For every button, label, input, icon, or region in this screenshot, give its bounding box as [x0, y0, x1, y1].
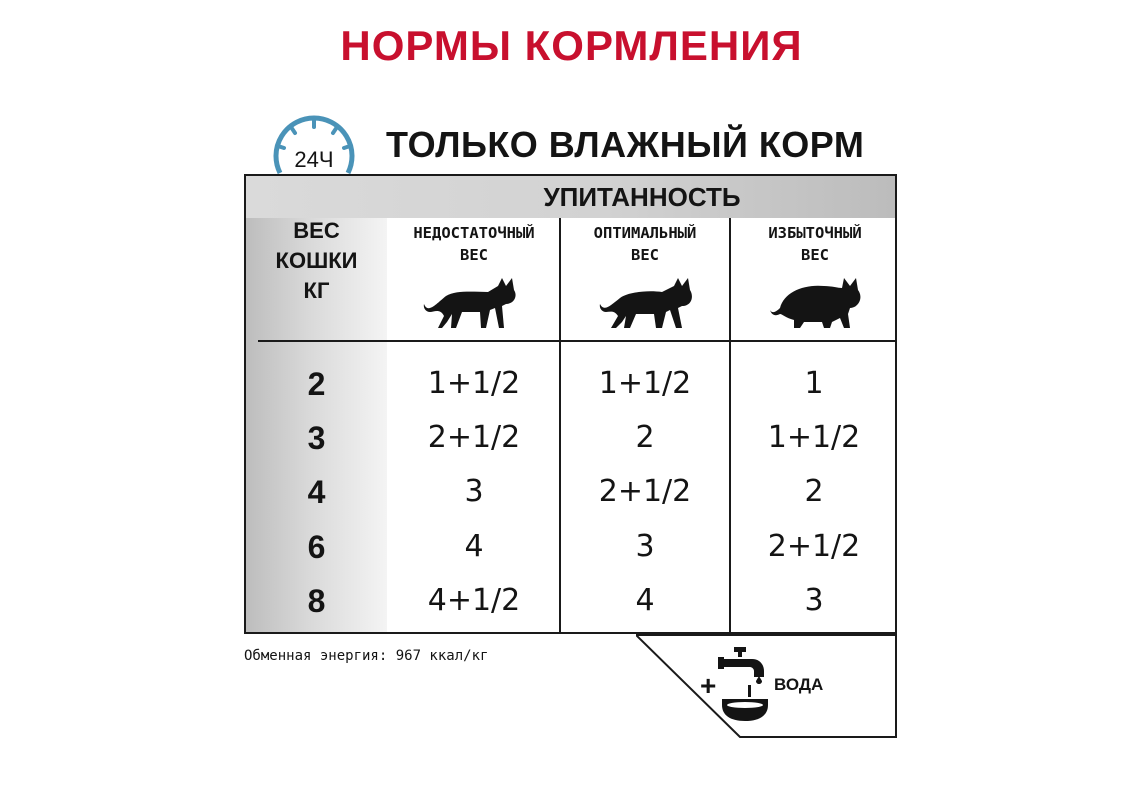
weight-cell: 8 — [307, 583, 326, 619]
portion-cell: 4+1/2 — [427, 583, 521, 618]
weight-header-line: ВЕС — [293, 218, 340, 243]
weight-header-line: КОШКИ — [275, 248, 358, 273]
water-tap-bowl-icon — [716, 645, 772, 723]
energy-note: Обменная энергия: 967 ккал/кг — [244, 648, 489, 664]
group-header: УПИТАННОСТЬ — [543, 182, 741, 212]
portion-cell: 2+1/2 — [598, 474, 692, 509]
weight-cell: 3 — [307, 420, 326, 456]
portion-cell: 3 — [635, 529, 655, 564]
section-subtitle: ТОЛЬКО ВЛАЖНЫЙ КОРМ — [386, 124, 865, 165]
column-header-line: НЕДОСТАТОЧНЫЙ — [413, 224, 535, 242]
weight-header-line: КГ — [303, 278, 330, 303]
feeding-table — [244, 174, 897, 634]
clock-24h-icon — [266, 113, 362, 183]
portion-cell: 1+1/2 — [598, 366, 692, 401]
portion-cell: 2 — [635, 420, 655, 455]
column-header-line: ВЕС — [631, 246, 659, 264]
portion-cell: 3 — [804, 583, 824, 618]
clock-badge-text: 24Ч — [294, 147, 334, 172]
weight-cell: 4 — [307, 474, 326, 510]
weight-cell: 2 — [307, 366, 326, 402]
column-header-overweight — [731, 222, 897, 266]
water-label: ВОДА — [774, 675, 824, 694]
column-header-line: ВЕС — [801, 246, 829, 264]
portion-cell: 2+1/2 — [427, 420, 521, 455]
portion-cell: 3 — [464, 474, 484, 509]
portion-cell: 1+1/2 — [427, 366, 521, 401]
fat-cat-icon — [766, 274, 866, 334]
column-header-underweight — [389, 222, 559, 266]
portion-cell: 1 — [804, 366, 824, 401]
page-title: НОРМЫ КОРМЛЕНИЯ — [340, 22, 803, 69]
column-header-line: ВЕС — [460, 246, 488, 264]
portion-cell: 4 — [635, 583, 655, 618]
portion-cell: 4 — [464, 529, 484, 564]
portion-cell: 1+1/2 — [767, 420, 861, 455]
column-header-line: ОПТИМАЛЬНЫЙ — [593, 224, 697, 242]
portion-cell: 2 — [804, 474, 824, 509]
header-divider — [258, 340, 897, 342]
portion-cell: 2+1/2 — [767, 529, 861, 564]
weight-header — [246, 216, 387, 306]
column-header-optimal — [561, 222, 729, 266]
weight-cell: 6 — [307, 529, 326, 565]
thin-cat-icon — [422, 274, 522, 334]
plus-sign: + — [700, 670, 717, 701]
column-header-line: ИЗБЫТОЧНЫЙ — [768, 224, 862, 242]
normal-cat-icon — [598, 274, 698, 334]
